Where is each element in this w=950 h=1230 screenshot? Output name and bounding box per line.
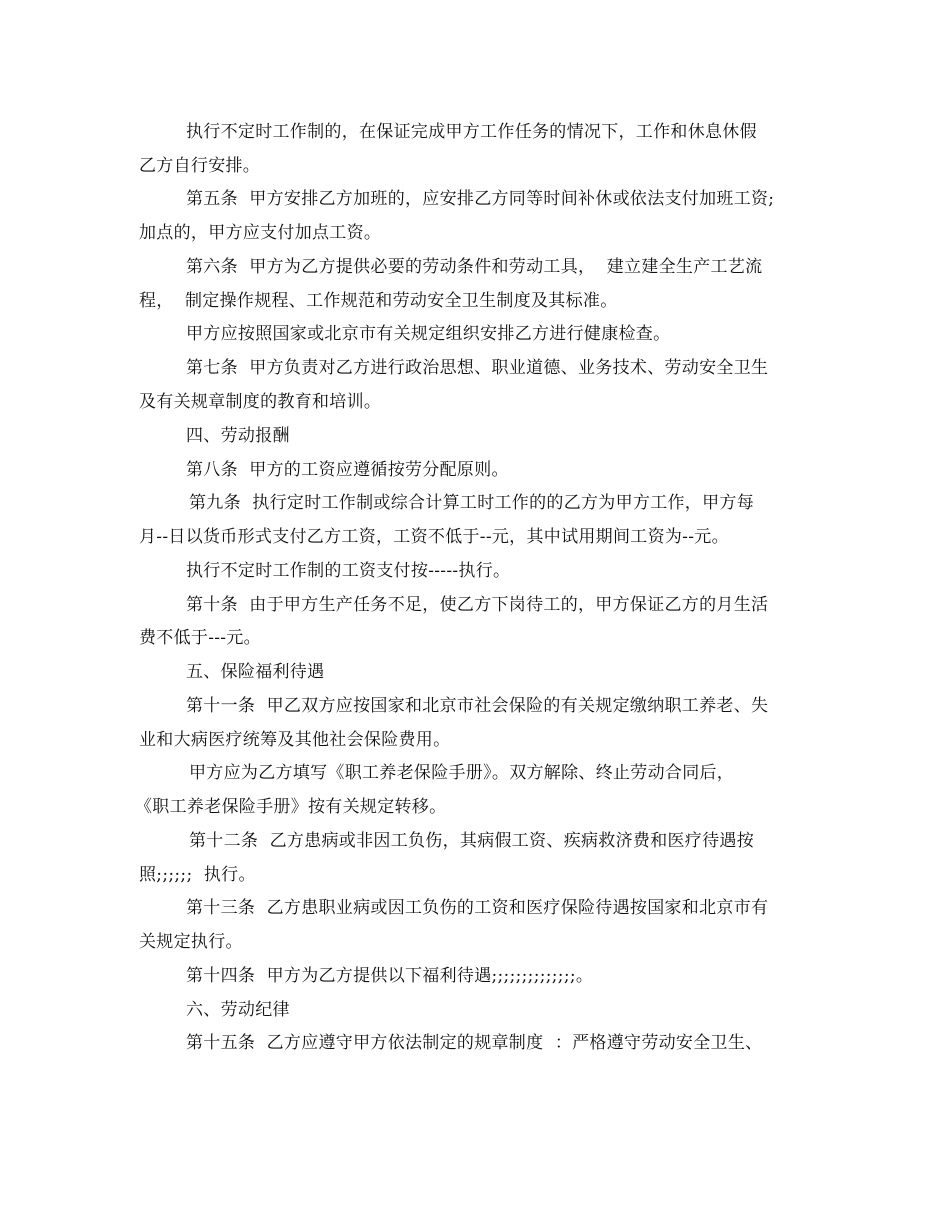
paragraph-line: 第十条 由于甲方生产任务不足，使乙方下岗待工的，甲方保证乙方的月生活 (186, 595, 769, 615)
paragraph-line: 照;;;;;; 执行。 (139, 865, 256, 885)
paragraph-line: 乙方自行安排。 (139, 156, 261, 176)
paragraph-line: 《职工养老保险手册》按有关规定转移。 (135, 797, 447, 817)
paragraph-line: 加点的，甲方应支付加点工资。 (139, 223, 382, 243)
paragraph-line: 执行不定时工作制的，在保证完成甲方工作任务的情况下，工作和休息休假 (186, 122, 757, 142)
paragraph-line: 第十五条 乙方应遵守甲方依法制定的规章制度 ：严格遵守劳动安全卫生、 (186, 1033, 763, 1053)
paragraph-line: 第十三条 乙方患职业病或因工负伤的工资和医疗保险待遇按国家和北京市有 (186, 898, 769, 918)
paragraph-line: 费不低于---元。 (139, 628, 261, 648)
paragraph-line: 业和大病医疗统筹及其他社会保险费用。 (139, 730, 451, 750)
paragraph-line: 月--日以货币形式支付乙方工资，工资不低于--元，其中试用期间工资为--元。 (139, 527, 729, 547)
paragraph-line: 第九条 执行定时工作制或综合计算工时工作的的乙方为甲方工作，甲方每 (189, 493, 755, 513)
paragraph-line: 及有关规章制度的教育和培训。 (139, 392, 382, 412)
section-heading: 五、保险福利待遇 (186, 662, 325, 682)
paragraph-line: 甲方应为乙方填写《职工养老保险手册》。双方解除、终止劳动合同后， (189, 763, 735, 783)
paragraph-line: 第十一条 甲乙双方应按国家和北京市社会保险的有关规定缴纳职工养老、失 (186, 696, 769, 716)
paragraph-line: 第七条 甲方负责对乙方进行政治思想、职业道德、业务技术、劳动安全卫生 (186, 358, 769, 378)
paragraph-line: 第六条 甲方为乙方提供必要的劳动条件和劳动工具， 建立建全生产工艺流 (186, 257, 763, 277)
paragraph-line: 第十四条 甲方为乙方提供以下福利待遇;;;;;;;;;;;;;;。 (186, 966, 594, 986)
section-heading: 四、劳动报酬 (186, 426, 290, 446)
paragraph-line: 第十二条 乙方患病或非因工负伤，其病假工资、疾病救济费和医疗待遇按 (189, 831, 755, 851)
paragraph-line: 关规定执行。 (139, 932, 243, 952)
section-heading: 六、劳动纪律 (186, 1000, 290, 1020)
paragraph-line: 第五条 甲方安排乙方加班的，应安排乙方同等时间补休或依法支付加班工资; (186, 189, 775, 209)
paragraph-line: 第八条 甲方的工资应遵循按劳分配原则。 (186, 460, 509, 480)
paragraph-line: 程， 制定操作规程、工作规范和劳动安全卫生制度及其标准。 (139, 291, 618, 311)
paragraph-line: 执行不定时工作制的工资支付按-----执行。 (186, 561, 511, 581)
paragraph-line: 甲方应按照国家或北京市有关规定组织安排乙方进行健康检查。 (186, 324, 671, 344)
